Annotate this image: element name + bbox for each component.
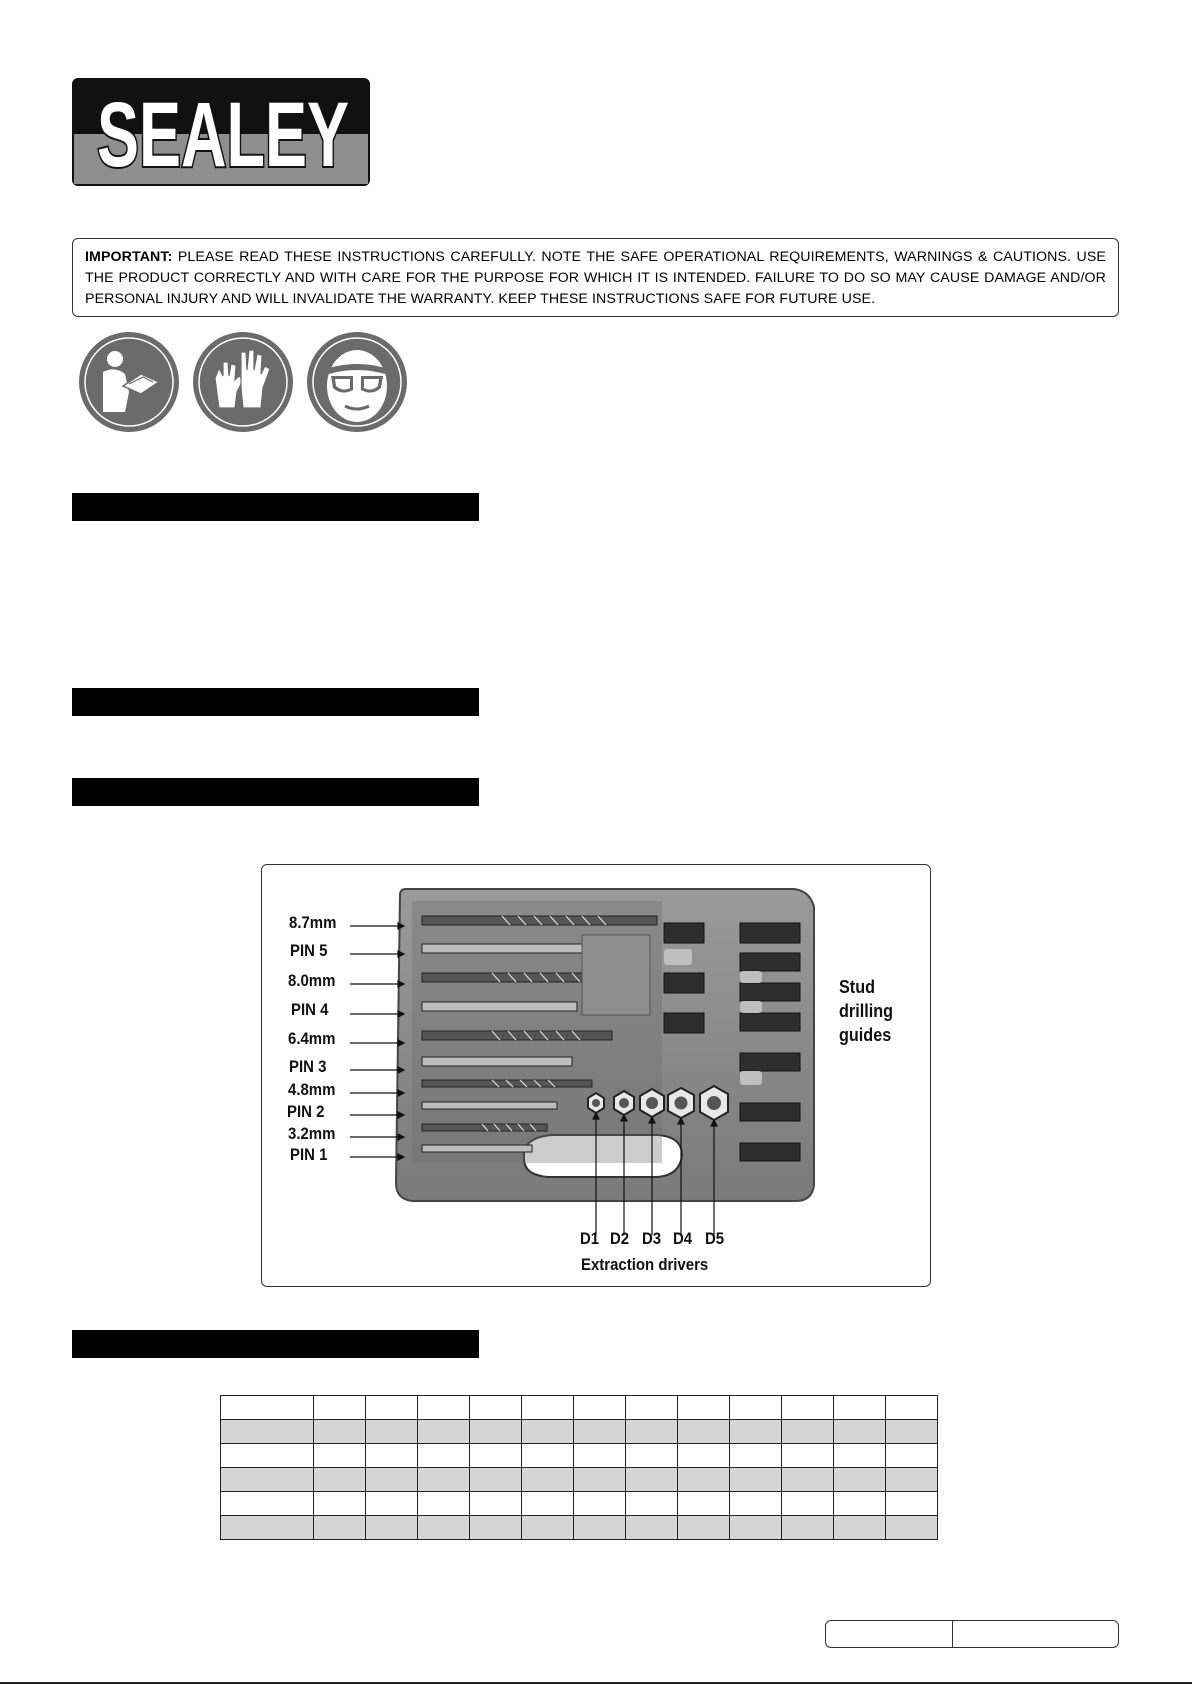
kit-contents-figure [261, 864, 931, 1287]
label-d5: D5 [705, 1229, 725, 1248]
important-notice [72, 238, 1119, 317]
important-text: PLEASE READ THESE INSTRUCTIONS CAREFULLY. NOTE THE SAFE OPERATIONAL REQUIREMENTS, WARNINGS & CAUTIONS. USE THE PRODUCT CORRECTLY AND WITH CARE FOR THE PURPOSE FOR WHICH IT IS INTENDED. FAILURE TO DO SO MAY CAUSE DAMAGE AND/OR PERSONAL INJURY AND WILL INVALIDATE THE WARRANTY. KEEP THESE INSTRUCTIONS SAFE FOR FUTURE USE. [85, 249, 1106, 307]
section-bar-4 [72, 1330, 479, 1358]
right-label-line-2: drilling [839, 1001, 893, 1021]
label-pin-3: PIN 3 [289, 1057, 327, 1076]
footer-reference-box [825, 1620, 1119, 1648]
tool-case-image [262, 865, 932, 1288]
important-label: IMPORTANT: [85, 249, 173, 265]
sealey-logo [72, 78, 370, 186]
eye-protection-icon [307, 332, 407, 432]
label-pin-5: PIN 5 [290, 941, 328, 960]
stud-drilling-guides-label [839, 975, 893, 1047]
right-label-line-3: guides [839, 1025, 892, 1045]
label-4-8mm: 4.8mm [288, 1080, 336, 1099]
bottom-rule [0, 1682, 1192, 1684]
gloves-icon [193, 332, 293, 432]
section-bar-2 [72, 688, 479, 716]
extraction-drivers-caption: Extraction drivers [581, 1255, 709, 1274]
label-6-4mm: 6.4mm [288, 1029, 336, 1048]
table-row [221, 1492, 938, 1516]
table-row [221, 1468, 938, 1492]
logo-text: SEALEY [97, 84, 349, 186]
label-pin-1: PIN 1 [290, 1145, 328, 1164]
label-pin-4: PIN 4 [291, 1000, 329, 1019]
label-8-0mm: 8.0mm [288, 971, 336, 990]
label-d3: D3 [642, 1229, 662, 1248]
table-row [221, 1444, 938, 1468]
table-row [221, 1516, 938, 1540]
label-d2: D2 [610, 1229, 630, 1248]
read-manual-icon [79, 332, 179, 432]
spec-table [220, 1395, 938, 1540]
label-pin-2: PIN 2 [287, 1102, 325, 1121]
table-row [221, 1396, 938, 1420]
label-8-7mm: 8.7mm [289, 913, 337, 932]
label-d4: D4 [673, 1229, 693, 1248]
right-label-line-1: Stud [839, 977, 875, 997]
section-bar-3 [72, 778, 479, 806]
label-3-2mm: 3.2mm [288, 1124, 336, 1143]
section-bar-1 [72, 493, 479, 521]
label-d1: D1 [580, 1229, 600, 1248]
table-row [221, 1420, 938, 1444]
